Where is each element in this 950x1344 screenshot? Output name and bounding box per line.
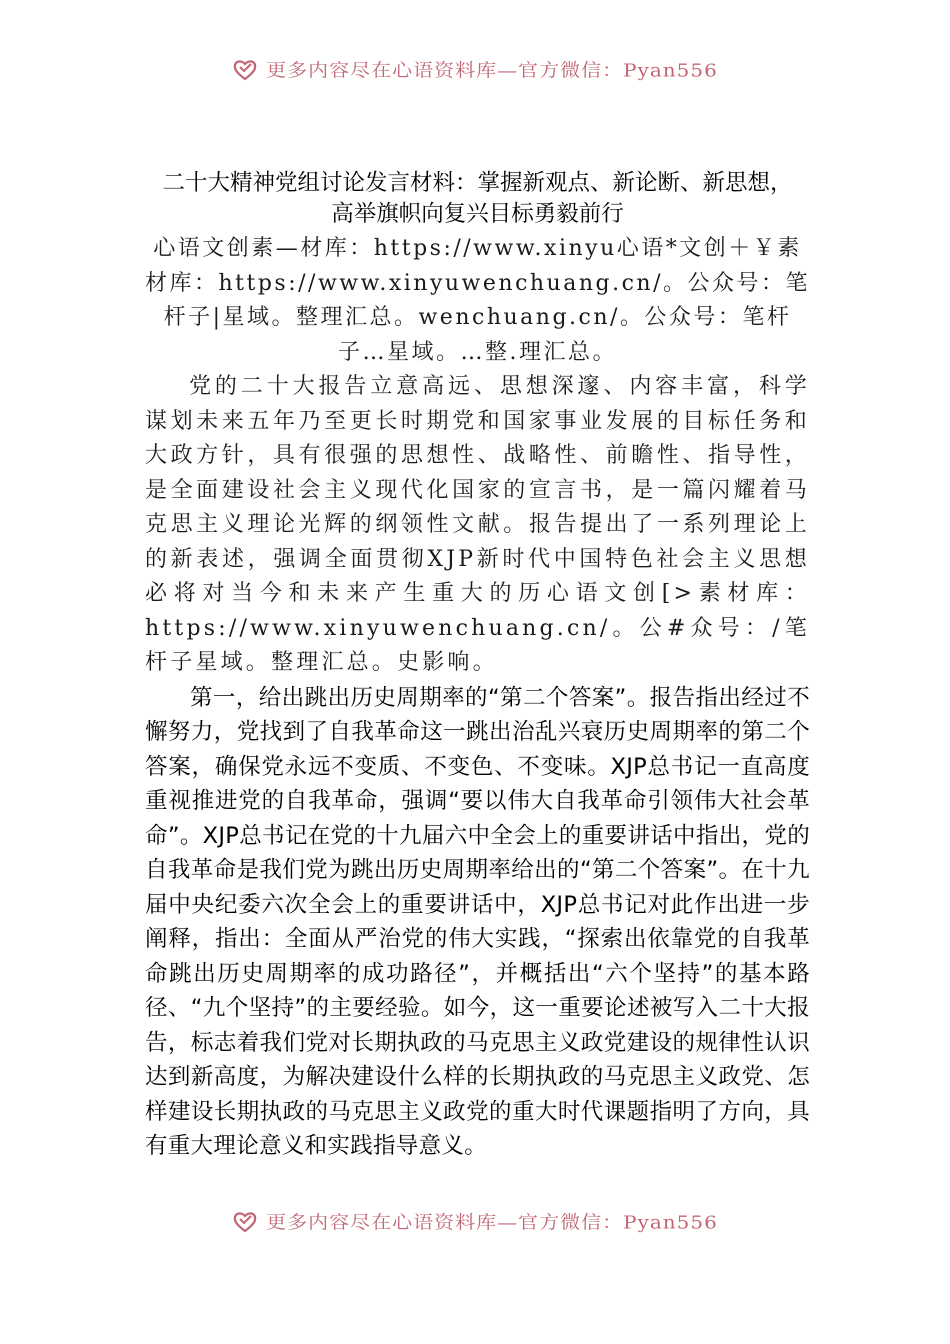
- watermark-text: 更多内容尽在心语资料库—官方微信：Pyan556: [266, 1211, 718, 1233]
- heart-logo-icon: [232, 58, 258, 82]
- document-body: [145, 168, 810, 1164]
- first-point-paragraph: 第一，给出跳出历史周期率的“第二个答案”。报告指出经过不懈努力，党找到了自我革命这一跳出治乱兴衰历史周期率的第二个答案，确保党永远不变质、不变色、不变味。XJP总书记一直高度重视推进党的自我革命，强调“要以伟大自我革命引领伟大社会革命”。XJP总书记在党的十九届六中全会上的重要讲话中指出，党的自我革命是我们党为跳出历史周期率给出的“第二个答案”。在十九届中央纪委六次全会上的重要讲话中，XJP总书记对此作出进一步阐释，指出：全面从严治党的伟大实践，“探索出依靠党的自我革命跳出历史周期率的成功路径”，并概括出“六个坚持”的基本路径、“九个坚持”的主要经验。如今，这一重要论述被写入二十大报告，标志着我们党对长期执政的马克思主义政党建设的规律性认识达到新高度，为解决建设什么样的长期执政的马克思主义政党、怎样建设长期执政的马克思主义政党的重大时代课题指明了方向，具有重大理论意义和实践指导意义。: [145, 684, 810, 1159]
- source-note: 心语文创素—材库：https://www.xinyu心语*文创＋￥素材库：https://www.xinyuwenchuang.cn/。公众号：笔杆子|星域。整理汇总。wenchuang.cn/。公众号：笔杆子…星域。…整.理汇总。: [145, 236, 810, 365]
- intro-paragraph: 党的二十大报告立意高远、思想深邃、内容丰富，科学谋划未来五年乃至更长时期党和国家事业发展的目标任务和大政方针，具有很强的思想性、战略性、前瞻性、指导性，是全面建设社会主义现代化国家的宣言书，是一篇闪耀着马克思主义理论光辉的纲领性文献。报告提出了一系列理论上的新表述，强调全面贯彻XJP新时代中国特色社会主义思想必将对当今和未来产生重大的历心语文创[>素材库：https://www.xinyuwenchuang.cn/。公#众号：/笔杆子星域。整理汇总。史影响。: [145, 374, 810, 675]
- document-title: [145, 168, 810, 230]
- watermark-text: 更多内容尽在心语资料库—官方微信：Pyan556: [266, 59, 718, 81]
- title-line-2: 高举旗帜向复兴目标勇毅前行: [331, 201, 624, 227]
- header-watermark: [0, 58, 950, 82]
- heart-logo-icon: [232, 1210, 258, 1234]
- title-line-1: 二十大精神党组讨论发言材料：掌握新观点、新论断、新思想，: [162, 170, 793, 196]
- footer-watermark: [0, 1210, 950, 1234]
